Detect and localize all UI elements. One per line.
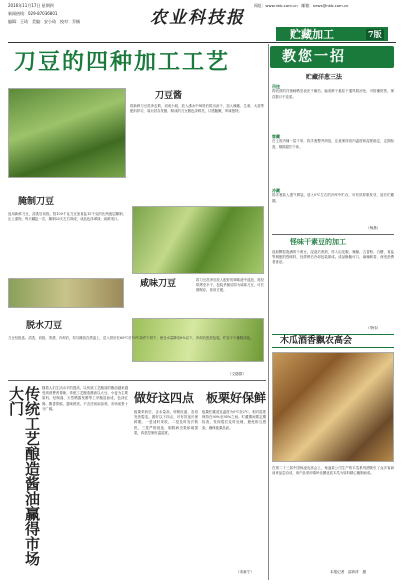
tip-cold-label: 冷藏 xyxy=(272,188,280,193)
tofu-title: 怪味干素豆的加工 xyxy=(290,238,346,246)
tips-title: 贮藏洋葱三法 xyxy=(306,74,343,81)
melon-wine-photo xyxy=(272,352,394,462)
editor-credits: 编辑：王琦 美编：安小琦 校对：乔楠 xyxy=(8,19,80,24)
paper-title-logo: 农业科技报 xyxy=(150,8,245,28)
tips-item-2 xyxy=(272,134,394,183)
section-name: 贮藏加工 xyxy=(290,28,334,41)
masthead-rule xyxy=(8,42,396,43)
melon-byline: 本报记者 邵育祥 摄 xyxy=(330,570,366,574)
bean-pod-photo xyxy=(132,206,264,274)
tips-item-1 xyxy=(272,84,394,129)
page-number: 7版 xyxy=(368,29,382,39)
chestnut-body-1: 板栗采收后，含水量高，呼吸旺盛，容易发热霉变。做好以下四点，可有效延长保鲜期。一是适时采收，二是及时发汗散热，三是严格挑选，剔除病虫果和破损果，四是控制好温湿度。 xyxy=(134,410,198,435)
dehydrated-photo xyxy=(8,278,124,308)
main-article-byline: （文德群） xyxy=(228,372,246,376)
issue-date: 2016年11月17日 星期四 xyxy=(8,3,54,8)
column-rule-mid xyxy=(8,380,266,381)
news-hotline: 新闻热线：029-87036801 xyxy=(8,11,58,16)
tofu-body: 选取颗粒饱满的干黄豆，浸泡后煮熟，拌入由花椒、辣椒、五香粉、白糖、食盐等调配的怪味料，经烘烤后冷却包装即成。成品酥脆可口，麻辣鲜香，深受消费者喜爱。 xyxy=(272,250,394,265)
dry-bean-body: 将新鲜刀豆洗净去筋，切成小段，放入沸水中焯烫后捞出沥干，加入辣椒、生姜、大蒜等配料拌匀，装坛封存发酵，制成的刀豆酱色泽鲜亮，口感脆嫩，风味独特。 xyxy=(130,104,264,114)
tip-hang-body: 将收获的洋葱晾晒至表皮干燥后，编成辫子悬挂于通风阴凉处，可防潮防热，保存数月不变质。 xyxy=(272,89,394,99)
masthead xyxy=(8,3,396,43)
dehydrate-body: 刀豆经挑选、清洗、切段、烫漂、冷却后，均匀摊放在烘盘上，送入烘房在60℃至70℃条件下烘干，使含水量降至6%以下，冷却后密封包装，贮存于干燥阴凉处。 xyxy=(8,336,254,340)
tip-hang-label: 吊挂 xyxy=(272,84,280,89)
pickle-body: 选用新鲜刀豆，清洗后切段，按100千克刀豆加食盐15千克的比例逐层腌制，压上重物，每天翻缸一次，腌制20天左右即成，成品色泽翠绿，咸鲜适口。 xyxy=(8,212,126,222)
main-article-headline: 刀豆的四种加工工艺 xyxy=(14,50,231,75)
soy-body: 随着人们生活水平的提高，以传统工艺酿造的酱油越来越受到消费者青睐。传统工艺酿造酱油以大豆、小麦为主要原料，经制曲、天然晒露发酵等工序酿造而成，色泽红褐、酱香浓郁、滋味鲜美，不含任何添加剂，市场前景十分广阔。 xyxy=(42,386,128,411)
contact-info: 网址：www.nkb.com.cn 邮箱：news@nkb.com.cn xyxy=(254,3,349,8)
tofu-byline: （李伟） xyxy=(366,326,381,330)
column-rule-vertical xyxy=(268,44,269,580)
tip-cellar-body: 在土窖内铺一层干草，将洋葱整齐码放，注意保持窖内温度和湿度稳定，定期检查，剔除腐烂个体。 xyxy=(272,139,394,149)
soy-headline: 传统工艺酿造酱油赢得市场大门 xyxy=(7,386,41,566)
pickle-photo xyxy=(8,88,126,178)
tip-cellar-label: 窖藏 xyxy=(272,134,280,139)
dry-bean-subhead: 刀豆酱 xyxy=(155,91,183,101)
chestnut-headline: 做好这四点 板栗好保鲜 xyxy=(134,391,267,405)
tip-cold-body: 将洋葱装入透气网袋，放入0℃左右的冷库中贮存，可有效抑制发芽，延长贮藏期。 xyxy=(272,193,394,203)
pickle-subhead: 腌制刀豆 xyxy=(18,197,55,207)
chestnut-byline: （宋新宁） xyxy=(236,570,254,574)
tips-item-3 xyxy=(272,188,394,223)
salty-subhead: 咸味刀豆 xyxy=(140,279,177,289)
melon-caption: 在第二十三届中国杨凌农高会上，杨凌某公司生产的木瓜系列酒吸引了众多客商前来品尝洽谈，该产品采用秦岭北麓优质木瓜为原料精心酿制而成。 xyxy=(272,466,394,476)
dehydrate-subhead: 脱水刀豆 xyxy=(26,321,63,331)
chestnut-body-2: 板栗贮藏适宜温度为0℃至2℃，相对湿度保持在90%至95%之间。贮藏期间要定期检查，发现霉烂及时处理，避免相互感染，确保板栗品质。 xyxy=(202,410,266,430)
tips-byline: （杨燕） xyxy=(366,226,381,230)
melon-title: 木瓜酒香飘农高会 xyxy=(280,336,353,346)
tips-header: 教您一招 xyxy=(282,49,346,65)
salty-body: 将刀豆洗净后放入配好的调味液中浸泡，再经烘烤至半干，包装杀菌后即为咸味刀豆，可长期保存，食用方便。 xyxy=(196,278,264,293)
tips-divider xyxy=(272,234,394,235)
